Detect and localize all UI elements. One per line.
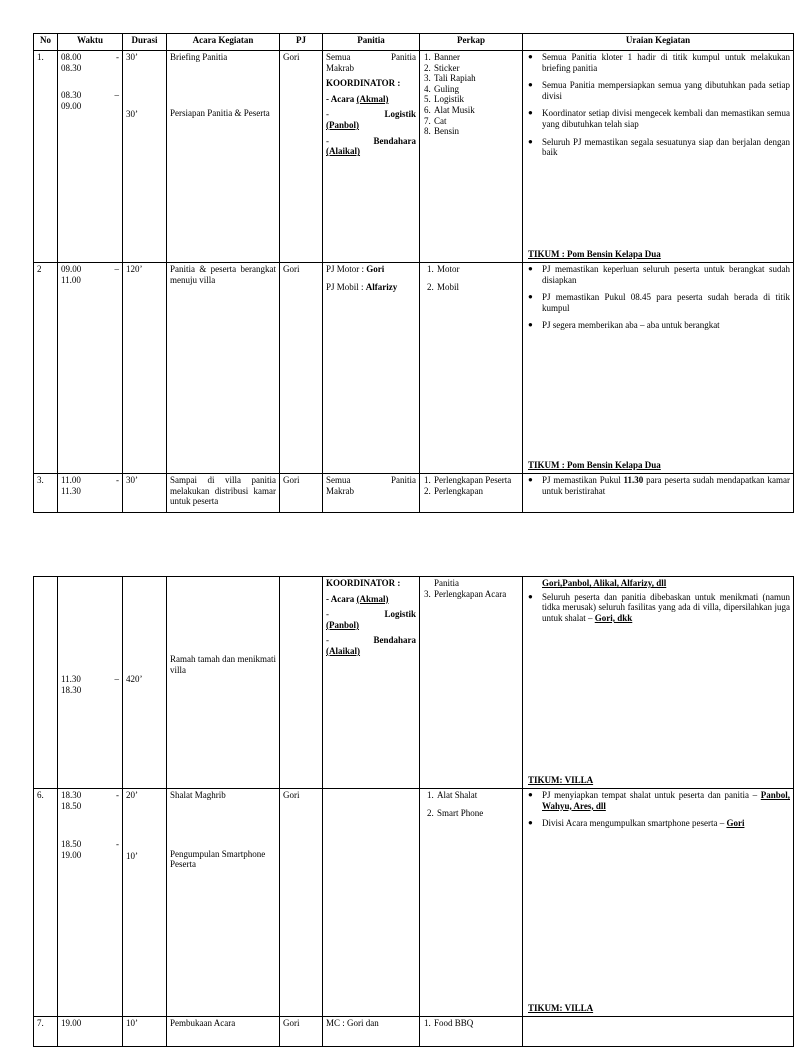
tikum-label: TIKUM : Pom Bensin Kelapa Dua xyxy=(528,249,661,260)
cell-uraian xyxy=(523,1017,794,1047)
cell-perkap xyxy=(420,263,523,474)
cell-pj: Gori xyxy=(280,263,323,474)
cell-no: 1. xyxy=(34,51,58,263)
cell-acara: Shalat Maghrib Pengumpulan Smartphone Peserta xyxy=(167,789,280,1017)
cell-uraian xyxy=(523,789,794,1017)
list-item: ● Koordinator setiap divisi mengecek kembali dan memastikan semua yang dibutuhkan telah siap xyxy=(542,108,790,129)
cell-uraian xyxy=(523,474,794,513)
cell-pj: Gori xyxy=(280,1017,323,1047)
cell-uraian xyxy=(523,263,794,474)
list-item: 1. Food BBQ xyxy=(433,1018,519,1029)
table-row xyxy=(34,577,794,789)
cell-waktu: 18.30 - 18.50 18.50 - 19.00 xyxy=(58,789,123,1017)
cell-pj xyxy=(280,577,323,789)
list-item: ● Seluruh peserta dan panitia dibebaskan untuk menikmati (namun tidka merusak) seluruh fasilitas yang ada di villa, dipersilahkan juga untuk shalat – Gori, dkk xyxy=(542,592,790,624)
cell-durasi: 30’ 30’ xyxy=(123,51,167,263)
cell-durasi: 20’ 10’ xyxy=(123,789,167,1017)
cell-waktu: 08.00 - 08.30 08.30 – 09.00 xyxy=(58,51,123,263)
list-item: 2. Smart Phone xyxy=(436,808,519,819)
header-panitia: Panitia xyxy=(323,34,420,51)
header-waktu: Waktu xyxy=(58,34,123,51)
cell-no: 3. xyxy=(34,474,58,513)
list-item: 1. Perlengkapan Peserta xyxy=(433,475,519,486)
header-uraian: Uraian Kegiatan xyxy=(523,34,794,51)
list-item: 6. Alat Musik xyxy=(433,105,519,116)
header-no: No xyxy=(34,34,58,51)
cell-pj: Gori xyxy=(280,51,323,263)
list-item: 4. Guling xyxy=(433,84,519,95)
cell-panitia: Semua Panitia Makrab KOORDINATOR : - Acara (Akmal) - Logistik (Panbol) - Bendahara (Alaikal) xyxy=(323,51,420,263)
table-row xyxy=(34,263,794,474)
header-durasi: Durasi xyxy=(123,34,167,51)
cell-no xyxy=(34,577,58,789)
schedule-table-bottom xyxy=(33,576,794,1047)
cell-waktu: 11.00 - 11.30 xyxy=(58,474,123,513)
list-item: 1. Banner xyxy=(433,52,519,63)
header-pj: PJ xyxy=(280,34,323,51)
cell-no: 2 xyxy=(34,263,58,474)
cell-panitia: PJ Motor : Gori PJ Mobil : Alfarizy xyxy=(323,263,420,474)
list-item: ● Semua Panitia mempersiapkan semua yang dibutuhkan pada setiap divisi xyxy=(542,80,790,101)
cell-waktu: 09.00 – 11.00 xyxy=(58,263,123,474)
cell-perkap: Panitia 3. Perlengkapan Acara xyxy=(420,577,523,789)
tikum-label: TIKUM : Pom Bensin Kelapa Dua xyxy=(528,460,661,471)
cell-no: 7. xyxy=(34,1017,58,1047)
list-item: 5. Logistik xyxy=(433,94,519,105)
list-item: ● Seluruh PJ memastikan segala sesuatunya siap dan berjalan dengan baik xyxy=(542,137,790,158)
list-item: ● PJ memastikan Pukul 11.30 para peserta sudah mendapatkan kamar untuk beristirahat xyxy=(542,475,790,496)
cell-waktu: 11.30 – 18.30 xyxy=(58,577,123,789)
cell-pj: Gori xyxy=(280,789,323,1017)
cell-panitia: Semua Panitia Makrab xyxy=(323,474,420,513)
cell-perkap xyxy=(420,51,523,263)
cell-perkap xyxy=(420,789,523,1017)
cell-acara: Sampai di villa panitia melakukan distribusi kamar untuk peserta xyxy=(167,474,280,513)
cell-acara: Briefing Panitia Persiapan Panitia & Peserta xyxy=(167,51,280,263)
header-acara: Acara Kegiatan xyxy=(167,34,280,51)
cell-pj: Gori xyxy=(280,474,323,513)
cell-panitia xyxy=(323,789,420,1017)
cell-acara: Panitia & peserta berangkat menuju villa xyxy=(167,263,280,474)
list-item: ● Semua Panitia kloter 1 hadir di titik kumpul untuk melakukan briefing panitia xyxy=(542,52,790,73)
tikum-label: TIKUM: VILLA xyxy=(528,1003,594,1014)
list-item: 2. Perlengkapan xyxy=(433,486,519,497)
list-item: 3. Perlengkapan Acara xyxy=(433,589,519,600)
cell-durasi: 420’ xyxy=(123,577,167,789)
list-item: 8. Bensin xyxy=(433,126,519,137)
cell-waktu: 19.00 xyxy=(58,1017,123,1047)
list-item: 2. Mobil xyxy=(436,282,519,293)
table-header-row xyxy=(34,34,794,51)
list-item: ● Divisi Acara mengumpulkan smartphone peserta – Gori xyxy=(542,818,790,829)
table-row xyxy=(34,474,794,513)
list-item: ● PJ menyiapkan tempat shalat untuk peserta dan panitia – Panbol, Wahyu, Ares, dll xyxy=(542,790,790,811)
cell-perkap xyxy=(420,474,523,513)
table-row xyxy=(34,1017,794,1047)
cell-panitia: MC : Gori dan xyxy=(323,1017,420,1047)
cell-acara: Ramah tamah dan menikmati villa xyxy=(167,577,280,789)
list-item: ● PJ memastikan Pukul 08.45 para peserta sudah berada di titik kumpul xyxy=(542,292,790,313)
list-item: 1. Alat Shalat xyxy=(436,790,519,801)
list-item: 1. Motor xyxy=(436,264,519,275)
list-item: 3. Tali Rapiah xyxy=(433,73,519,84)
cell-durasi: 120’ xyxy=(123,263,167,474)
cell-uraian: Gori,Panbol, Alikal, Alfarizy, dll ● Seluruh peserta dan panitia dibebaskan untuk menikmati (namun tidka merusak) seluruh fasilitas yang ada di villa, dipersilahkan juga untuk shalat – Gori, dkk TIKUM: VILLA xyxy=(523,577,794,789)
list-item: 2. Sticker xyxy=(433,63,519,74)
cell-uraian xyxy=(523,51,794,263)
header-perkap: Perkap xyxy=(420,34,523,51)
cell-durasi: 30’ xyxy=(123,474,167,513)
cell-perkap xyxy=(420,1017,523,1047)
cell-no: 6. xyxy=(34,789,58,1017)
list-item: ● PJ segera memberikan aba – aba untuk berangkat xyxy=(542,320,790,331)
list-item: 7. Cat xyxy=(433,116,519,127)
list-item: ● PJ memastikan keperluan seluruh peserta untuk berangkat sudah disiapkan xyxy=(542,264,790,285)
cell-panitia: KOORDINATOR : - Acara (Akmal) - Logistik (Panbol) - Bendahara (Alaikal) xyxy=(323,577,420,789)
table-row xyxy=(34,51,794,263)
cell-acara: Pembukaan Acara xyxy=(167,1017,280,1047)
table-row xyxy=(34,789,794,1017)
schedule-table-top xyxy=(33,33,794,513)
tikum-label: TIKUM: VILLA xyxy=(528,775,594,786)
cell-durasi: 10’ xyxy=(123,1017,167,1047)
